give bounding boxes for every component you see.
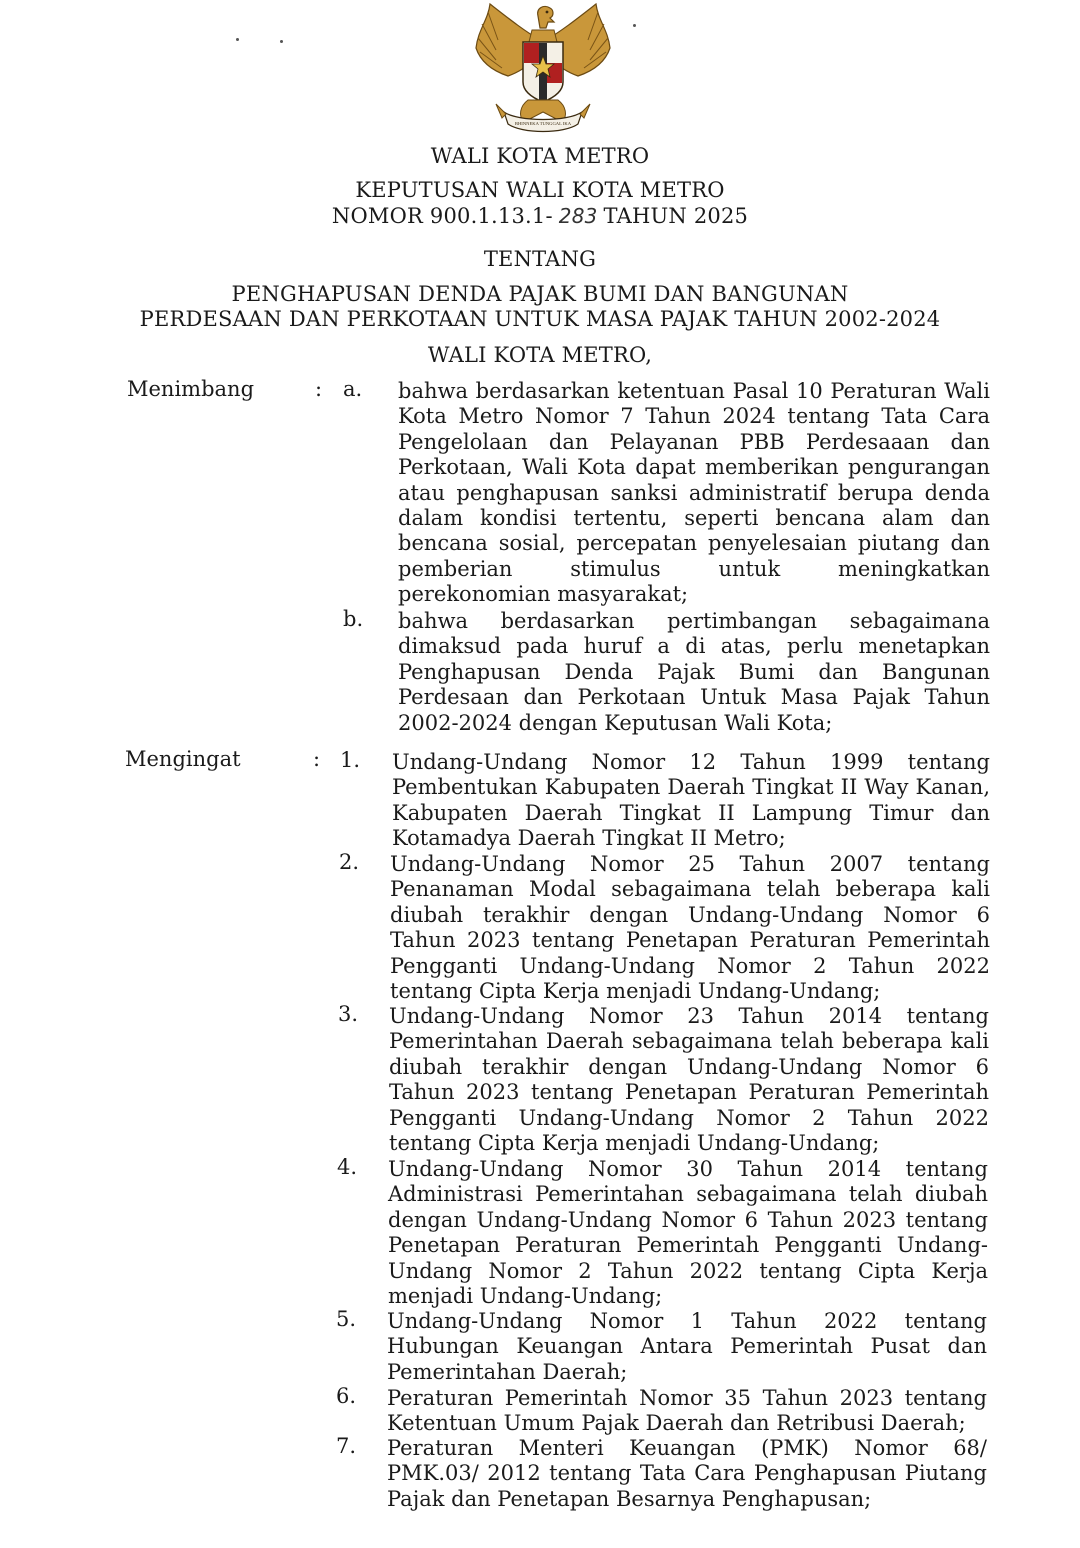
document-type: KEPUTUSAN WALI KOTA METRO [355, 178, 725, 202]
menimbang-marker-b: b. [343, 607, 364, 631]
mengingat-marker-5: 5. [336, 1307, 357, 1331]
handwritten-number: 283 [558, 204, 598, 228]
menimbang-colon: : [315, 377, 323, 401]
mengingat-item-7: Peraturan Menteri Keuangan (PMK) Nomor 68/ PMK.03/ 2012 tentang Tata Cara Penghapusan Piutang Pajak dan Penetapan Besarnya Penghapusan; [387, 1436, 987, 1511]
mengingat-item-6: Peraturan Pemerintah Nomor 35 Tahun 2023 tentang Ketentuan Umum Pajak Daerah dan Retribusi Daerah; [387, 1386, 987, 1436]
mengingat-colon: : [313, 747, 321, 771]
menimbang-marker-a: a. [343, 377, 363, 401]
document-number [0, 203, 1080, 229]
scan-speck [236, 38, 239, 41]
mengingat-item-4: Undang-Undang Nomor 30 Tahun 2014 tentang Administrasi Pemerintahan sebagaimana telah diubah dengan Undang-Undang Nomor 6 Tahun 2023 tentang Penetapan Peraturan Pemerintah Pengganti Undang-Undang Nomor 2 Tahun 2022 tentang Cipta Kerja menjadi Undang-Undang; [388, 1157, 988, 1309]
mengingat-label: Mengingat [125, 747, 241, 771]
scan-speck [280, 40, 283, 43]
mengingat-marker-7: 7. [336, 1434, 357, 1458]
number-prefix: NOMOR 900.1.13.1- [331, 204, 553, 228]
mengingat-item-1: Undang-Undang Nomor 12 Tahun 1999 tentang Pembentukan Kabupaten Daerah Tingkat II Way Kanan, Kabupaten Daerah Tingkat II Lampung Timur dan Kotamadya Daerah Tingkat II Metro; [392, 750, 990, 851]
garuda-emblem-icon [468, 0, 618, 138]
mengingat-marker-3: 3. [338, 1002, 359, 1026]
scan-speck [633, 24, 636, 27]
mengingat-marker-1: 1. [340, 748, 361, 772]
mengingat-item-3: Undang-Undang Nomor 23 Tahun 2014 tentang Pemerintahan Daerah sebagaimana telah beberapa kali diubah terakhir dengan Undang-Undang Nomor 6 Tahun 2023 tentang Penetapan Peraturan Pemerintah Pengganti Undang-Undang Nomor 2 Tahun 2022 tentang Cipta Kerja menjadi Undang-Undang; [389, 1004, 989, 1156]
issuing-authority: WALI KOTA METRO [430, 144, 650, 168]
menimbang-label: Menimbang [127, 377, 255, 401]
emblem-motto: BHINNEKA TUNGGAL IKA [514, 121, 572, 126]
about-heading: TENTANG [483, 247, 597, 271]
mengingat-item-5: Undang-Undang Nomor 1 Tahun 2022 tentang Hubungan Keuangan Antara Pemerintah Pusat dan Pemerintahan Daerah; [387, 1309, 987, 1384]
title-line-2: PERDESAAN DAN PERKOTAAN UNTUK MASA PAJAK TAHUN 2002-2024 [139, 307, 941, 331]
mengingat-marker-6: 6. [336, 1384, 357, 1408]
mengingat-marker-4: 4. [337, 1155, 358, 1179]
title-line-1: PENGHAPUSAN DENDA PAJAK BUMI DAN BANGUNAN [231, 282, 849, 306]
number-suffix: TAHUN 2025 [603, 204, 749, 228]
menimbang-item-a: bahwa berdasarkan ketentuan Pasal 10 Peraturan Wali Kota Metro Nomor 7 Tahun 2024 tentang Tata Cara Pengelolaan dan Pelayanan PBB Perdesaaan dan Perkotaan, Wali Kota dapat memberikan pengurangan atau penghapusan sanksi administratif berupa denda dalam kondisi tertentu, seperti bencana alam dan bencana sosial, percepatan penyelesaian piutang dan pemberian stimulus untuk meningkatkan perekonomian masyarakat; [398, 379, 990, 607]
menimbang-item-b: bahwa berdasarkan pertimbangan sebagaimana dimaksud pada huruf a di atas, perlu menetapkan Penghapusan Denda Pajak Bumi dan Bangunan Perdesaan dan Perkotaan Untuk Masa Pajak Tahun 2002-2024 dengan Keputusan Wali Kota; [398, 609, 990, 735]
issuer-line: WALI KOTA METRO, [427, 343, 653, 367]
mengingat-item-2: Undang-Undang Nomor 25 Tahun 2007 tentang Penanaman Modal sebagaimana telah beberapa kali diubah terakhir dengan Undang-Undang Nomor 6 Tahun 2023 tentang Penetapan Peraturan Pemerintah Pengganti Undang-Undang Nomor 2 Tahun 2022 tentang Cipta Kerja menjadi Undang-Undang; [390, 852, 990, 1004]
mengingat-marker-2: 2. [339, 850, 360, 874]
